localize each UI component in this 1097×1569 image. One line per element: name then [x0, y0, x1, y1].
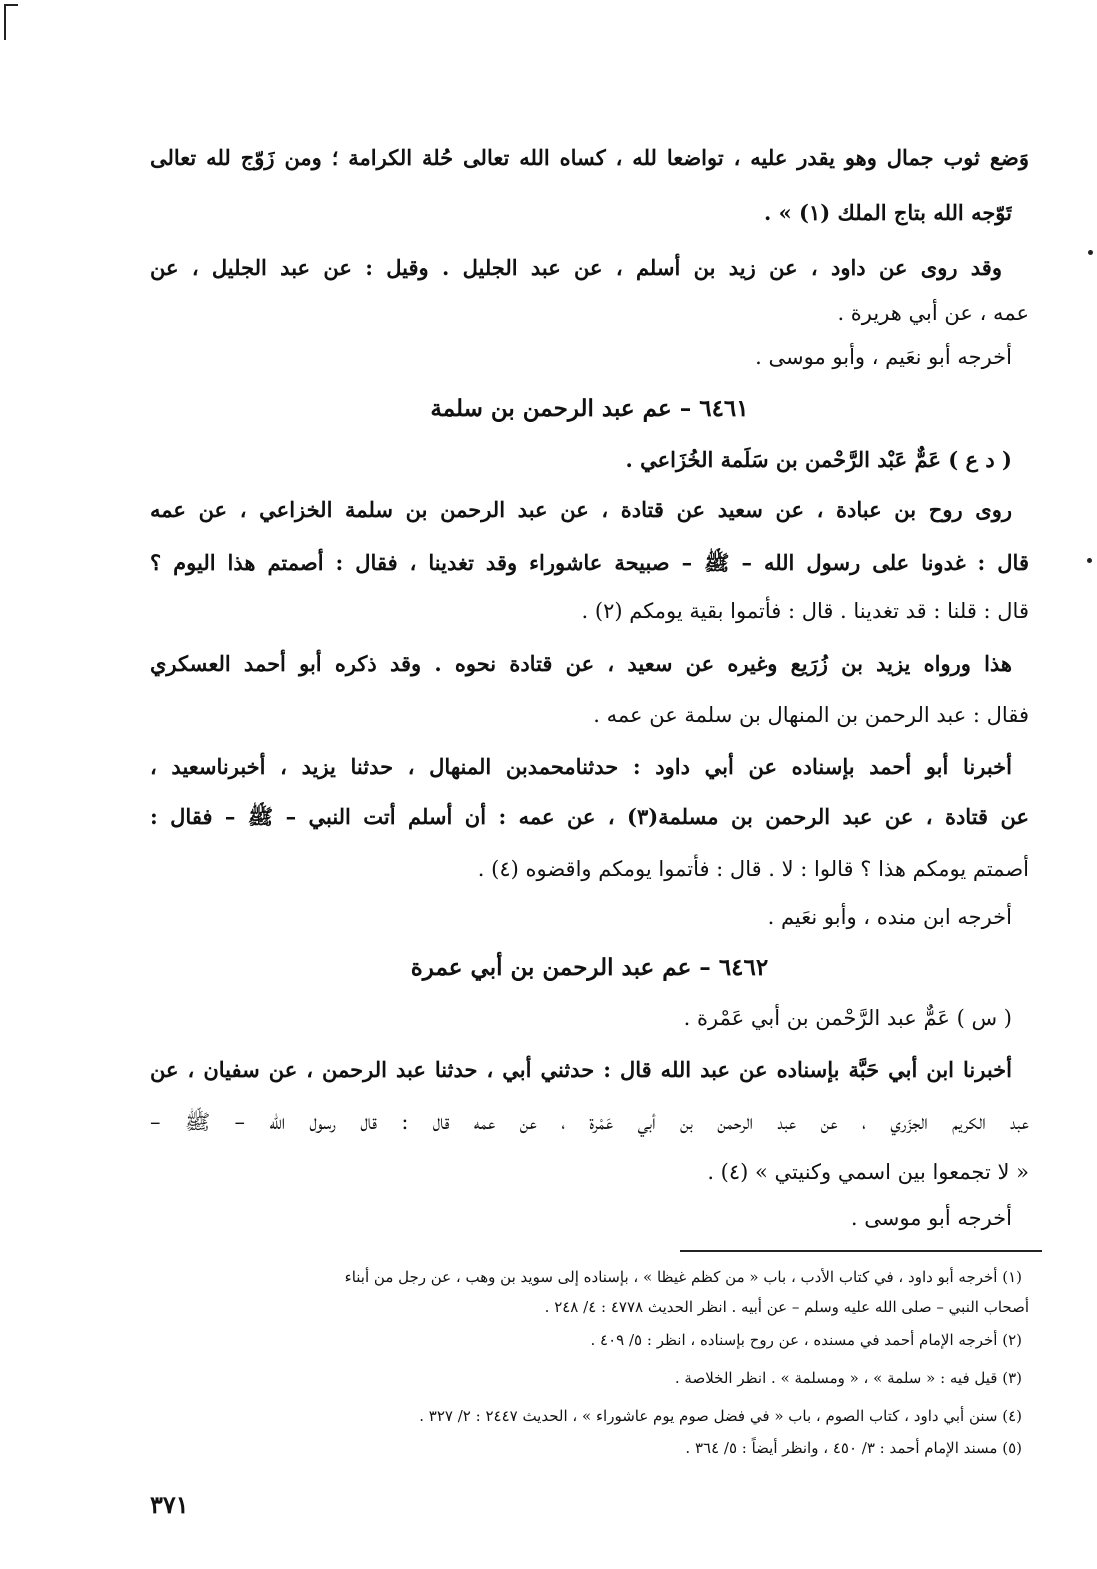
- text-line: أخبرنا ابن أبي حَبَّة بإسناده عن عبد الله قال : حدثني أبي ، حدثنا عبد الرحمن ، عن سفيان ، عن: [150, 1057, 1012, 1082]
- crop-mark: [4, 4, 18, 40]
- text-line: قال : قلنا : قد تغدينا . قال : فأتموا بقية يومكم (٢) .: [581, 599, 1029, 623]
- text-line: عن قتادة ، عن عبد الرحمن بن مسلمة(٣) ، عن عمه : أن أسلم أتت النبي – ﷺ – فقال :: [150, 804, 1029, 829]
- entry-heading: ٦٤٦١ – عم عبد الرحمن بن سلمة: [430, 395, 749, 422]
- text-line: فقال : عبد الرحمن بن المنهال بن سلمة عن عمه .: [593, 703, 1029, 727]
- text-line: عبد الكريم الجزَري ، عن عبد الرحمن بن أبي عَمْرة ، عن عمه قال : قال رسول الله – ﷺ –: [150, 1110, 1029, 1134]
- text-line: عمه ، عن أبي هريرة .: [837, 301, 1029, 325]
- footnote-line: أصحاب النبي – صلى الله عليه وسلم – عن أبيه . انظر الحديث ٤٧٧٨ : ٤/ ٢٤٨ .: [544, 1298, 1029, 1316]
- scan-dot: [1087, 558, 1092, 563]
- text-line: وقد روى عن داود ، عن زيد بن أسلم ، عن عبد الجليل . وقيل : عن عبد الجليل ، عن: [150, 255, 1002, 280]
- text-line: « لا تجمعوا بين اسمي وكنيتي » (٤) .: [707, 1160, 1029, 1184]
- text-line: هذا ورواه يزيد بن زُرَيع وغيره عن سعيد ، عن قتادة نحوه . وقد ذكره أبو أحمد العسكري: [150, 651, 1012, 676]
- text-line: أخرجه أبو نعَيم ، وأبو موسى .: [755, 345, 1012, 369]
- text-line: أصمتم يومكم هذا ؟ قالوا : لا . قال : فأتموا يومكم واقضوه (٤) .: [477, 857, 1029, 881]
- text-line: ( س ) عَمٌّ عبد الرَّحْمن بن أبي عَمْرة .: [683, 1006, 1012, 1030]
- text-line: ( د ع ) عَمٌّ عَبْد الرَّحْمن بن سَلَمة الخُزَاعي .: [625, 447, 1012, 472]
- scan-dot: [1088, 250, 1093, 255]
- text-line: تَوّجه الله بتاج الملك (١) » .: [764, 200, 1012, 225]
- text-line: قال : غدونا على رسول الله – ﷺ – صبيحة عاشوراء وقد تغدينا ، فقال : أصمتم هذا اليوم ؟: [150, 550, 1029, 575]
- footnote-line: (٣) قيل فيه : « سلمة » ، « ومسلمة » . انظر الخلاصة .: [674, 1369, 1022, 1387]
- footnote-line: (١) أخرجه أبو داود ، في كتاب الأدب ، باب « من كظم غيظا » ، بإسناده إلى سويد بن وهب ، عن رجل من أبناء: [344, 1268, 1022, 1286]
- footnote-line: (٢) أخرجه الإمام أحمد في مسنده ، عن روح بإسناده ، انظر : ٥/ ٤٠٩ .: [590, 1331, 1022, 1349]
- footnote-line: (٥) مسند الإمام أحمد : ٣/ ٤٥٠ ، وانظر أيضاً : ٥/ ٣٦٤ .: [685, 1439, 1022, 1457]
- entry-heading: ٦٤٦٢ – عم عبد الرحمن بن أبي عمرة: [410, 954, 769, 981]
- footnote-separator: [680, 1250, 1042, 1252]
- text-line: روى روح بن عبادة ، عن سعيد عن قتادة ، عن عبد الرحمن بن سلمة الخزاعي ، عن عمه: [150, 497, 1012, 522]
- text-line: أخرجه ابن منده ، وأبو نعَيم .: [767, 905, 1012, 929]
- text-line: أخبرنا أبو أحمد بإسناده عن أبي داود : حدثنامحمدبن المنهال ، حدثنا يزيد ، أخبرناسعيد ،: [150, 754, 1012, 779]
- footnote-line: (٤) سنن أبي داود ، كتاب الصوم ، باب « في فضل صوم يوم عاشوراء » ، الحديث ٢٤٤٧ : ٢/ ٣٢٧ .: [419, 1407, 1022, 1425]
- page-number: ٣٧١: [150, 1490, 189, 1519]
- text-line: وَضع ثوب جمال وهو يقدر عليه ، تواضعا لله ، كساه الله تعالى حُلة الكرامة ؛ ومن زَوّج لله تعالى: [150, 145, 1029, 170]
- text-line: أخرجه أبو موسى .: [850, 1206, 1012, 1230]
